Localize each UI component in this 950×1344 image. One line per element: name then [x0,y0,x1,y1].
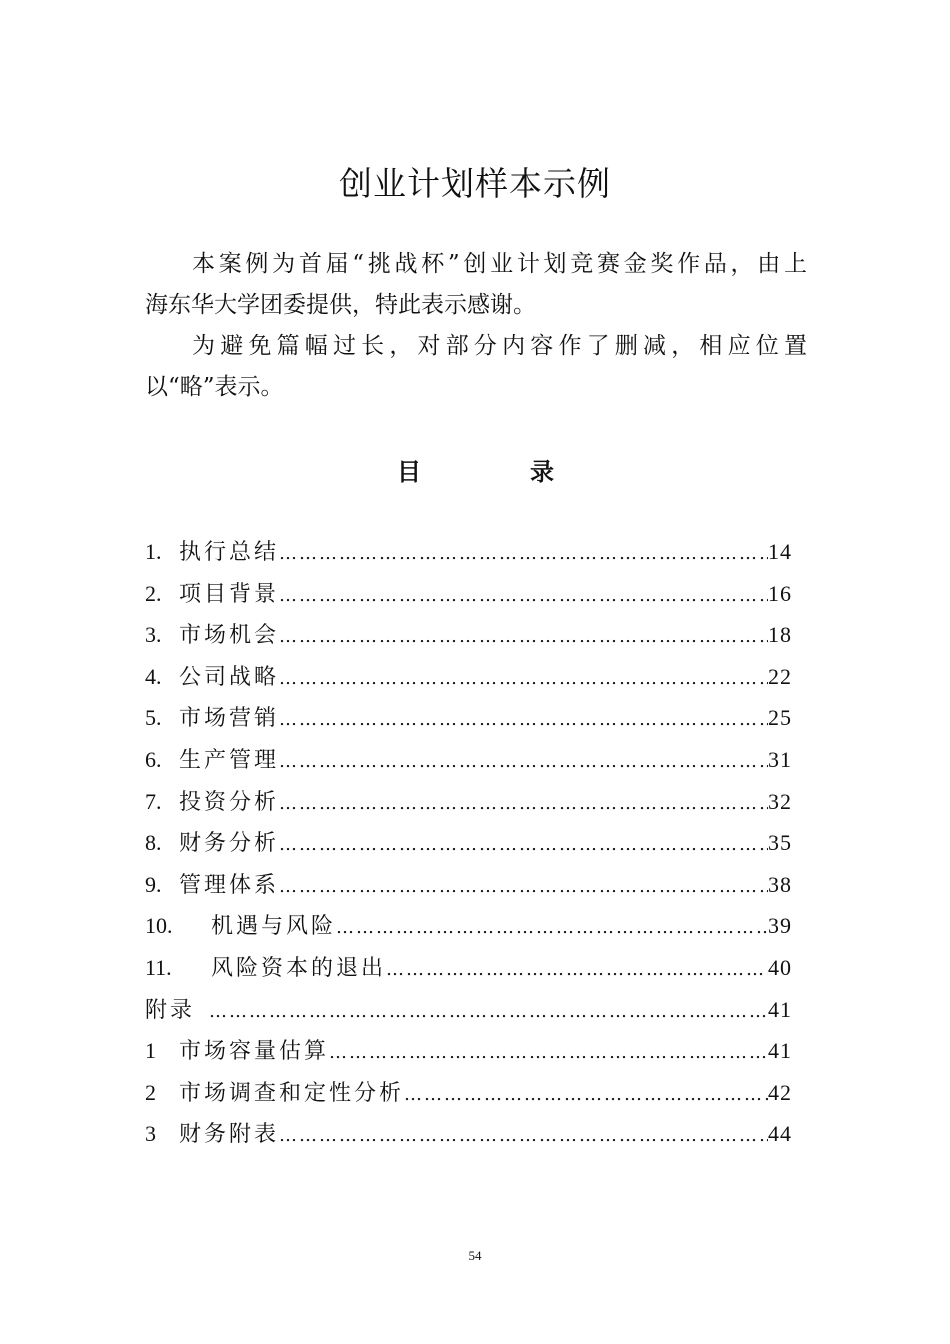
toc-entry[interactable] [145,573,792,615]
document-title: 创业计划样本示例 [339,164,611,203]
toc-entry-page: 42 [768,1079,792,1105]
toc-entry-page: 14 [768,539,792,564]
toc-heading-right: 录 [530,457,554,486]
dot-leader [279,616,768,658]
toc-entry-number: 4. [145,663,162,689]
dot-leader [279,866,768,908]
toc-entry-number: 7. [145,788,162,814]
toc-entry-page: 16 [768,580,792,606]
toc-entry-page: 44 [768,1121,792,1147]
dot-leader [279,741,768,783]
toc-entry-page: 25 [768,705,792,731]
toc-entry-number: 6. [145,746,162,772]
toc-entry[interactable] [145,614,792,656]
toc-entry-number: 10. [145,913,173,939]
toc-entry-label: 公司战略 [179,664,280,690]
toc-entry[interactable] [145,822,792,864]
toc-entry[interactable] [145,1030,792,1072]
table-of-contents [145,531,792,1155]
toc-entry-number: 1 [145,1038,156,1064]
toc-entry[interactable] [145,905,792,947]
dot-leader [279,824,768,866]
toc-entry-page: 39 [768,913,792,939]
toc-entry-label: 附录 [145,997,196,1023]
dot-leader [386,949,768,991]
toc-entry-page: 41 [768,1038,792,1064]
toc-entry-label: 市场营销 [179,706,280,732]
dot-leader [279,575,768,617]
toc-entry-number: 3 [145,1121,156,1147]
toc-entry[interactable] [145,864,792,906]
toc-entry-label: 管理体系 [179,872,280,898]
toc-entry-label: 生产管理 [179,747,280,773]
toc-entry-label: 投资分析 [179,789,280,815]
toc-entry[interactable] [145,531,792,573]
toc-entry[interactable] [145,697,792,739]
dot-leader [279,658,768,700]
toc-entry-number: 5. [145,705,162,731]
text-line: 海东华大学团委提供，特此表示感谢。 [145,292,536,318]
toc-entry-label: 机遇与风险 [211,914,337,940]
dot-leader [279,783,768,825]
toc-entry-label: 项目背景 [179,581,280,607]
toc-entry-label: 风险资本的退出 [211,955,387,981]
toc-entry-page: 22 [768,663,792,689]
toc-entry-page: 32 [768,788,792,814]
toc-entry-number: 9. [145,871,162,897]
dot-leader [209,991,768,1033]
toc-entry[interactable] [145,1072,792,1114]
text-line: 为避免篇幅过长，对部分内容作了删减，相应位置 [192,333,807,359]
toc-entry-page: 41 [768,996,792,1022]
toc-entry-page: 18 [768,622,792,648]
toc-entry-label: 财务附表 [179,1122,280,1148]
toc-heading-left: 目 [397,457,421,486]
toc-entry-page: 40 [768,954,792,980]
toc-entry[interactable] [145,739,792,781]
text-line: 本案例为首届“挑战杯”创业计划竞赛金奖作品，由上 [192,251,807,277]
dot-leader [329,1032,768,1074]
toc-entry-number: 3. [145,622,162,648]
toc-entry-label: 市场容量估算 [179,1039,330,1065]
toc-entry-number: 1. [145,539,162,564]
intro-paragraph-2 [145,326,807,408]
dot-leader [279,533,768,575]
page-number: 54 [468,1248,482,1263]
toc-entry-page: 38 [768,871,792,897]
toc-entry[interactable] [145,989,792,1031]
toc-entry-number: 11. [145,954,172,980]
toc-entry-label: 市场机会 [179,623,280,649]
toc-entry-number: 8. [145,830,162,856]
toc-entry-number: 2 [145,1079,156,1105]
toc-entry-number: 2. [145,580,162,606]
toc-entry-label: 财务分析 [179,831,280,857]
dot-leader [279,1115,768,1157]
toc-entry-label: 执行总结 [179,540,280,565]
toc-entry[interactable] [145,1113,792,1155]
toc-entry[interactable] [145,947,792,989]
toc-entry[interactable] [145,781,792,823]
intro-paragraph-1 [145,244,807,326]
dot-leader [336,907,768,949]
toc-entry[interactable] [145,656,792,698]
toc-entry-label: 市场调查和定性分析 [179,1080,405,1106]
dot-leader [279,699,768,741]
text-line: 以“略”表示。 [145,374,284,400]
toc-entry-page: 31 [768,746,792,772]
toc-entry-page: 35 [768,830,792,856]
dot-leader [404,1074,768,1116]
